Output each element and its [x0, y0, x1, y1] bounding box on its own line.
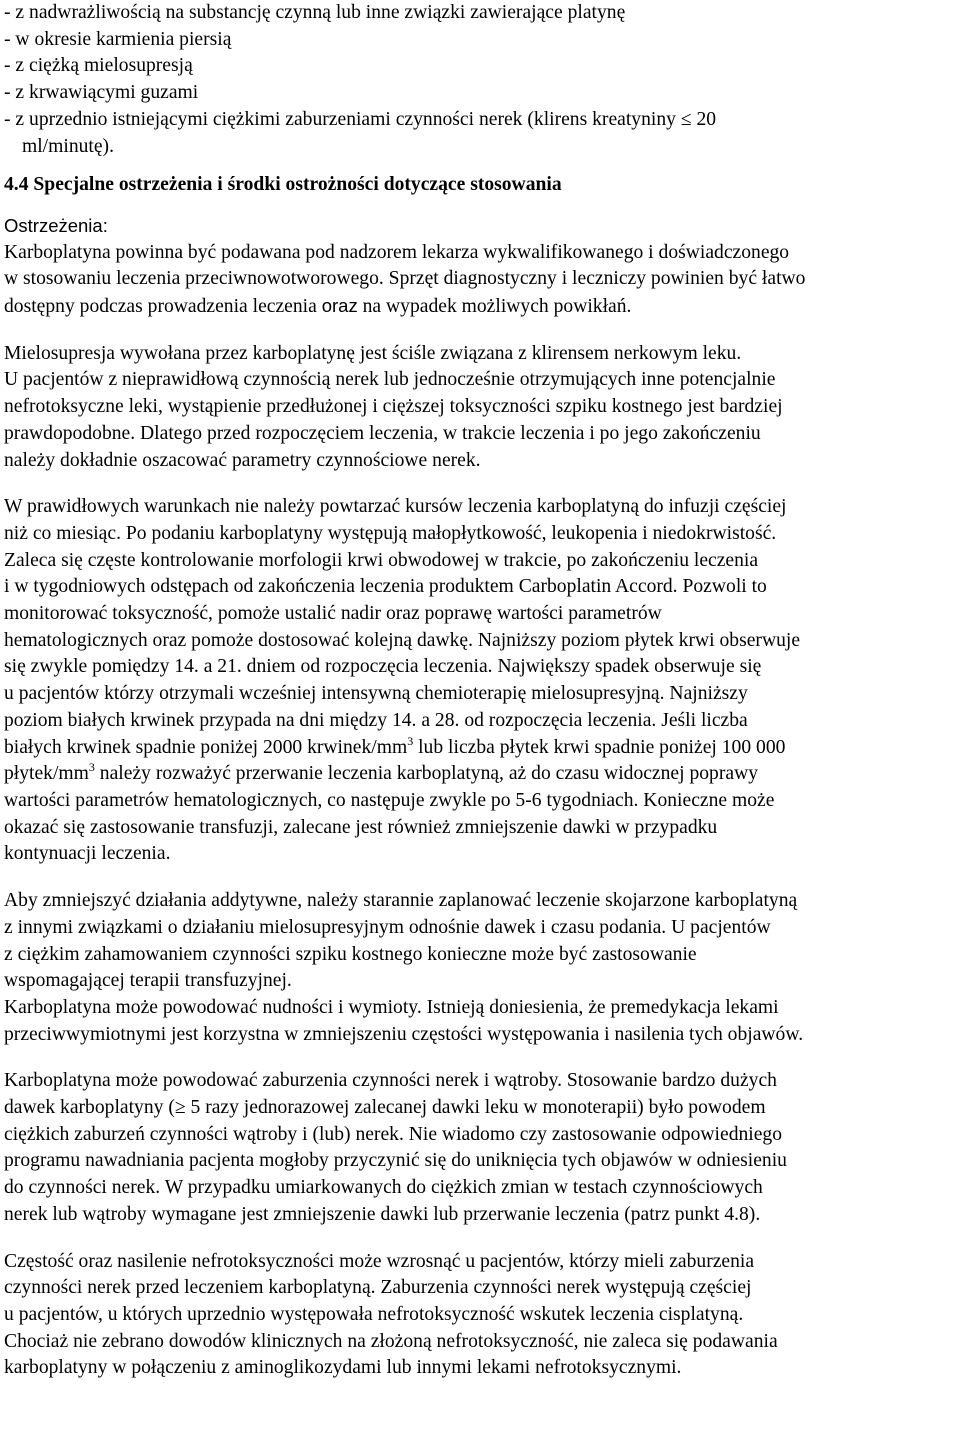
- paragraph-line: [4, 293, 956, 321]
- paragraph: [4, 494, 956, 868]
- section-heading: [4, 172, 956, 199]
- list-item: - z ciężką mielosupresją: [4, 55, 193, 77]
- paragraph-line: programu nawadniania pacjenta mogłoby przyczynić się do uniknięcia tych objawów w odniesieniu: [4, 1150, 787, 1172]
- paragraph-line: wartości parametrów hematologicznych, co następuje zwykle po 5-6 tygodniach. Konieczne może: [4, 789, 775, 811]
- paragraph-line: się zwykle pomiędzy 14. a 21. dniem od rozpoczęcia leczenia. Największy spadek obserwuje się: [4, 656, 762, 678]
- text-span: lub liczba płytek krwi spadnie poniżej 100 000: [413, 736, 786, 758]
- paragraph-line: u pacjentów, u których uprzednio występowała nefrotoksyczność wskutek leczenia cisplatyną.: [4, 1303, 744, 1325]
- list-item: - w okresie karmienia piersią: [4, 28, 232, 50]
- paragraph-line: niż co miesiąc. Po podaniu karboplatyny występują małopłytkowość, leukopenia i niedokrwistość.: [4, 522, 777, 544]
- text-span: należy rozważyć przerwanie leczenia karboplatyną, aż do czasu widocznej poprawy: [94, 763, 759, 785]
- text-span-sans: oraz: [321, 295, 358, 317]
- list-item-continuation: ml/minutę).: [22, 135, 114, 157]
- text-span: dostępny podczas prowadzenia leczenia: [4, 296, 322, 318]
- paragraph-line: monitorować toksyczność, pomoże ustalić nadir oraz poprawę wartości parametrów: [4, 603, 662, 625]
- paragraph-line: Mielosupresja wywołana przez karboplatynę jest ściśle związana z klirensem nerkowym leku.: [4, 342, 742, 364]
- list-item: - z uprzednio istniejącymi ciężkimi zaburzeniami czynności nerek (klirens kreatyniny ≤ 20: [4, 108, 717, 130]
- paragraph: [4, 1249, 956, 1383]
- text-span: na wypadek możliwych powikłań.: [357, 296, 632, 318]
- paragraph-line: poziom białych krwinek przypada na dni między 14. a 28. od rozpoczęcia leczenia. Jeśli liczba: [4, 709, 748, 731]
- paragraph-line: nefrotoksyczne leki, wystąpienie przedłużonej i cięższej toksyczności szpiku kostnego jest bardziej: [4, 396, 783, 418]
- section-subtitle: Ostrzeżenia:: [4, 214, 108, 236]
- superscript: 3: [88, 760, 95, 775]
- paragraph-line: prawdopodobne. Dlatego przed rozpoczęciem leczenia, w trakcie leczenia i po jego zakończeniu: [4, 422, 761, 444]
- section-number: 4.4: [4, 174, 29, 196]
- paragraph-line: i w tygodniowych odstępach od zakończenia leczenia produktem Carboplatin Accord. Pozwoli to: [4, 576, 767, 598]
- paragraph-line: przeciwwymiotnymi jest korzystna w zmniejszeniu częstości występowania i nasilenia tych objawów.: [4, 1023, 804, 1045]
- paragraph-line: karboplatyny w połączeniu z aminoglikozydami lub innymi lekami nefrotoksycznymi.: [4, 1357, 682, 1379]
- paragraph-line: Częstość oraz nasilenie nefrotoksyczności może wzrosnąć u pacjentów, którzy mieli zaburzenia: [4, 1250, 755, 1272]
- contraindication-list: [4, 0, 956, 160]
- text-span: płytek/mm: [4, 763, 89, 785]
- paragraph-line: U pacjentów z nieprawidłową czynnością nerek lub jednocześnie otrzymujących inne potencjalnie: [4, 369, 776, 391]
- list-item: - z krwawiącymi guzami: [4, 82, 199, 104]
- paragraph-line: nerek lub wątroby wymagane jest zmniejszenie dawki lub przerwanie leczenia (patrz punkt 4.8).: [4, 1203, 761, 1225]
- paragraph-line: do czynności nerek. W przypadku umiarkowanych do ciężkich zmian w testach czynnościowych: [4, 1177, 763, 1199]
- paragraph-line: czynności nerek przed leczeniem karboplatyną. Zaburzenia czynności nerek występują częściej: [4, 1277, 752, 1299]
- paragraph-line: dawek karboplatyny (≥ 5 razy jednorazowej zalecanej dawki leku w monoterapii) było powodem: [4, 1097, 766, 1119]
- text-span: białych krwinek spadnie poniżej 2000 krwinek/mm: [4, 736, 408, 758]
- paragraph-line: u pacjentów którzy otrzymali wcześniej intensywną chemioterapię mielosupresyjną. Najniższy: [4, 683, 748, 705]
- paragraph-line: Karboplatyna powinna być podawana pod nadzorem lekarza wykwalifikowanego i doświadczonego: [4, 241, 790, 263]
- section-title: Specjalne ostrzeżenia i środki ostrożności dotyczące stosowania: [28, 174, 562, 196]
- list-item: - z nadwrażliwością na substancję czynną lub inne związki zawierające platynę: [4, 2, 626, 23]
- paragraph-line: w stosowaniu leczenia przeciwnowotworowego. Sprzęt diagnostyczny i leczniczy powinien być łatwo: [4, 268, 806, 290]
- paragraph: [4, 341, 956, 475]
- paragraph: [4, 240, 956, 321]
- paragraph-line: Zaleca się częste kontrolowanie morfologii krwi obwodowej w trakcie, po zakończeniu leczenia: [4, 549, 759, 571]
- paragraph-line: Aby zmniejszyć działania addytywne, należy starannie zaplanować leczenie skojarzone karboplatyną: [4, 890, 798, 912]
- paragraph-line: z innymi związkami o działaniu mielosupresyjnym odnośnie dawek i czasu podania. U pacjentów: [4, 916, 771, 938]
- paragraph-line: wspomagającej terapii transfuzyjnej.: [4, 970, 292, 992]
- paragraph-line: [4, 735, 956, 762]
- paragraph-line: [4, 761, 956, 788]
- paragraph-line: należy dokładnie oszacować parametry czynnościowe nerek.: [4, 449, 481, 471]
- paragraph-line: kontynuacji leczenia.: [4, 843, 171, 865]
- paragraph-line: Karboplatyna może powodować zaburzenia czynności nerek i wątroby. Stosowanie bardzo dużych: [4, 1070, 777, 1092]
- paragraph: [4, 1068, 956, 1228]
- paragraph-line: okazać się zastosowanie transfuzji, zalecane jest również zmniejszenie dawki w przypadku: [4, 816, 718, 838]
- paragraph-line: ciężkich zaburzeń czynności wątroby i (lub) nerek. Nie wiadomo czy zastosowanie odpowiedniego: [4, 1123, 783, 1145]
- paragraph-line: Karboplatyna może powodować nudności i wymioty. Istnieją doniesienia, że premedykacja lekami: [4, 996, 779, 1018]
- paragraph: [4, 888, 956, 1048]
- superscript: 3: [407, 733, 414, 748]
- paragraph-line: z ciężkim zahamowaniem czynności szpiku kostnego konieczne może być zastosowanie: [4, 943, 697, 965]
- paragraph-line: hematologicznych oraz pomoże dostosować kolejną dawkę. Najniższy poziom płytek krwi obserwuje: [4, 629, 801, 651]
- paragraph-line: W prawidłowych warunkach nie należy powtarzać kursów leczenia karboplatyną do infuzji częściej: [4, 496, 787, 518]
- paragraph-line: Chociaż nie zebrano dowodów klinicznych na złożoną nefrotoksyczność, nie zaleca się podawania: [4, 1330, 778, 1352]
